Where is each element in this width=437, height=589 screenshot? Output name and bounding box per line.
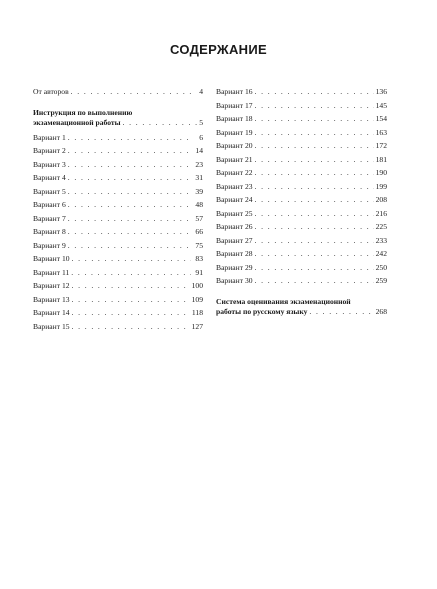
toc-entry-label: Вариант 22	[216, 168, 253, 177]
toc-entry-variant[interactable]	[216, 112, 387, 126]
toc-entry-label: Вариант 12	[33, 281, 70, 290]
toc-entry-label: Вариант 18	[216, 114, 253, 123]
toc-entry-page: 14	[195, 146, 203, 155]
toc-entry-label: Вариант 10	[33, 254, 70, 263]
toc-entry-page: 109	[191, 294, 203, 304]
dot-leader	[71, 85, 191, 99]
toc-entry-page: 6	[199, 132, 203, 142]
dot-leader	[255, 220, 374, 234]
dot-leader	[72, 279, 190, 293]
toc-entry-variant[interactable]	[216, 193, 387, 207]
toc-entry-variant[interactable]	[216, 139, 387, 153]
toc-entry-page: 181	[375, 154, 387, 164]
toc-entry-variant[interactable]	[216, 247, 387, 261]
toc-entry-label: Вариант 20	[216, 141, 253, 150]
toc-entry-label: Вариант 7	[33, 213, 66, 223]
toc-entry-page: 250	[375, 262, 387, 272]
toc-entry-variant[interactable]	[216, 166, 387, 180]
dot-leader	[72, 293, 190, 307]
dot-leader	[68, 144, 191, 158]
dot-leader	[255, 234, 374, 248]
toc-entry-label: Вариант 28	[216, 249, 253, 258]
toc-entry-label: Вариант 13	[33, 294, 70, 304]
dot-leader	[255, 99, 374, 113]
toc-entry-page: 145	[375, 100, 387, 110]
dot-leader	[68, 212, 191, 226]
toc-entry-variant[interactable]	[33, 158, 203, 172]
toc-entry-variant[interactable]	[216, 261, 387, 275]
toc-entry-page: 23	[195, 159, 203, 169]
toc-entry-variant[interactable]	[216, 207, 387, 221]
toc-entry-variant[interactable]	[33, 239, 203, 253]
toc-entry-page: 136	[375, 87, 387, 96]
toc-entry-page: 39	[195, 186, 203, 196]
dot-leader	[68, 131, 191, 145]
toc-entry-label: Вариант 15	[33, 321, 70, 331]
toc-entry-page: 48	[195, 200, 203, 209]
dot-leader	[68, 225, 191, 239]
toc-entry-from-authors[interactable]	[33, 85, 203, 99]
toc-entry-page: 154	[375, 114, 387, 123]
toc-entry-label: Вариант 14	[33, 308, 70, 317]
toc-entry-label: Вариант 29	[216, 262, 253, 272]
toc-entry-page: 75	[195, 240, 203, 250]
toc-entry-label: Вариант 17	[216, 100, 253, 110]
toc-entry-page: 91	[195, 267, 203, 277]
toc-right-column	[216, 85, 387, 318]
dot-leader	[309, 307, 373, 318]
dot-leader	[68, 239, 191, 253]
toc-entry-variant[interactable]	[216, 85, 387, 99]
dot-leader	[255, 153, 374, 167]
dot-leader	[72, 252, 191, 266]
toc-entry-label: Вариант 8	[33, 227, 66, 236]
toc-entry-label: Вариант 6	[33, 200, 66, 209]
toc-entry-label: Вариант 25	[216, 208, 253, 218]
toc-entry-label: Вариант 16	[216, 87, 253, 96]
toc-entry-label: Вариант 11	[33, 267, 70, 277]
toc-entry-variant[interactable]	[216, 274, 387, 288]
toc-entry-variant[interactable]	[216, 99, 387, 113]
toc-entry-page: 100	[191, 281, 203, 290]
toc-entry-page: 208	[375, 195, 387, 204]
toc-entry-variant[interactable]	[33, 171, 203, 185]
toc-entry-variant[interactable]	[216, 220, 387, 234]
dot-leader	[255, 193, 374, 207]
toc-entry-variant[interactable]	[216, 180, 387, 194]
toc-entry-variant[interactable]	[33, 185, 203, 199]
toc-entry-page: 83	[195, 254, 203, 263]
toc-entry-variant[interactable]	[33, 212, 203, 226]
dot-leader	[68, 171, 191, 185]
toc-entry-label: Вариант 5	[33, 186, 66, 196]
toc-entry-label-line2: экзаменационной работы	[33, 118, 121, 127]
toc-entry-page: 118	[191, 308, 203, 317]
toc-entry-label: Вариант 1	[33, 132, 66, 142]
variant-list-right	[216, 85, 387, 288]
dot-leader	[71, 266, 191, 280]
dot-leader	[68, 158, 191, 172]
variant-list-left	[33, 131, 203, 334]
toc-entry-label: Вариант 27	[216, 235, 253, 245]
toc-entry-variant[interactable]	[33, 279, 203, 293]
toc-entry-label: Вариант 9	[33, 240, 66, 250]
toc-entry-page: 66	[195, 227, 203, 236]
toc-entry-label: Вариант 4	[33, 173, 66, 182]
toc-entry-label-line1: Инструкция по выполнению	[33, 107, 133, 117]
toc-entry-variant[interactable]	[216, 153, 387, 167]
toc-entry-label-line2: работы по русскому языку	[216, 307, 308, 316]
toc-entry-page: 172	[375, 141, 387, 150]
toc-entry-page: 127	[191, 321, 203, 331]
dot-leader	[255, 274, 374, 288]
toc-entry-page: 233	[375, 235, 387, 245]
dot-leader	[255, 207, 374, 221]
dot-leader	[255, 247, 374, 261]
toc-entry-variant[interactable]	[33, 266, 203, 280]
dot-leader	[68, 185, 191, 199]
dot-leader	[68, 198, 191, 212]
toc-entry-page: 190	[375, 168, 387, 177]
toc-entry-variant[interactable]	[33, 320, 203, 334]
dot-leader	[123, 118, 198, 129]
toc-entry-label-line1: Система оценивания экзаменационной	[216, 296, 351, 306]
toc-entry-page: 259	[375, 276, 387, 285]
toc-entry-variant[interactable]	[33, 144, 203, 158]
toc-entry-label: Вариант 21	[216, 154, 253, 164]
dot-leader	[255, 112, 374, 126]
page-title: СОДЕРЖАНИЕ	[170, 42, 267, 57]
dot-leader	[255, 180, 374, 194]
dot-leader	[255, 261, 374, 275]
toc-entry-page: 4	[199, 87, 203, 96]
dot-leader	[255, 139, 374, 153]
toc-entry-page: 225	[375, 222, 387, 231]
toc-entry-label: От авторов	[33, 87, 69, 96]
toc-entry-grading[interactable]	[216, 297, 387, 318]
dot-leader	[72, 320, 190, 334]
toc-entry-variant[interactable]	[216, 234, 387, 248]
toc-entry-page: 31	[195, 173, 203, 182]
toc-entry-variant[interactable]	[216, 126, 387, 140]
dot-leader	[72, 306, 190, 320]
toc-entry-page: 57	[195, 213, 203, 223]
toc-entry-label: Вариант 26	[216, 222, 253, 231]
toc-entry-variant[interactable]	[33, 306, 203, 320]
toc-left-column	[33, 85, 203, 333]
toc-entry-page: 199	[375, 181, 387, 191]
dot-leader	[255, 126, 374, 140]
toc-entry-instructions[interactable]	[33, 108, 203, 129]
toc-entry-variant[interactable]	[33, 131, 203, 145]
dot-leader	[255, 85, 374, 99]
toc-entry-label: Вариант 3	[33, 159, 66, 169]
toc-entry-variant[interactable]	[33, 225, 203, 239]
toc-entry-page: 216	[375, 208, 387, 218]
toc-entry-page: 163	[375, 127, 387, 137]
toc-entry-label: Вариант 30	[216, 276, 253, 285]
dot-leader	[255, 166, 374, 180]
toc-entry-page: 5	[199, 118, 203, 127]
toc-entry-label: Вариант 2	[33, 146, 66, 155]
toc-entry-variant[interactable]	[33, 198, 203, 212]
toc-entry-variant[interactable]	[33, 293, 203, 307]
toc-entry-label: Вариант 23	[216, 181, 253, 191]
toc-entry-label: Вариант 19	[216, 127, 253, 137]
toc-entry-label: Вариант 24	[216, 195, 253, 204]
toc-entry-variant[interactable]	[33, 252, 203, 266]
toc-entry-page: 268	[375, 307, 387, 316]
toc-entry-page: 242	[375, 249, 387, 258]
